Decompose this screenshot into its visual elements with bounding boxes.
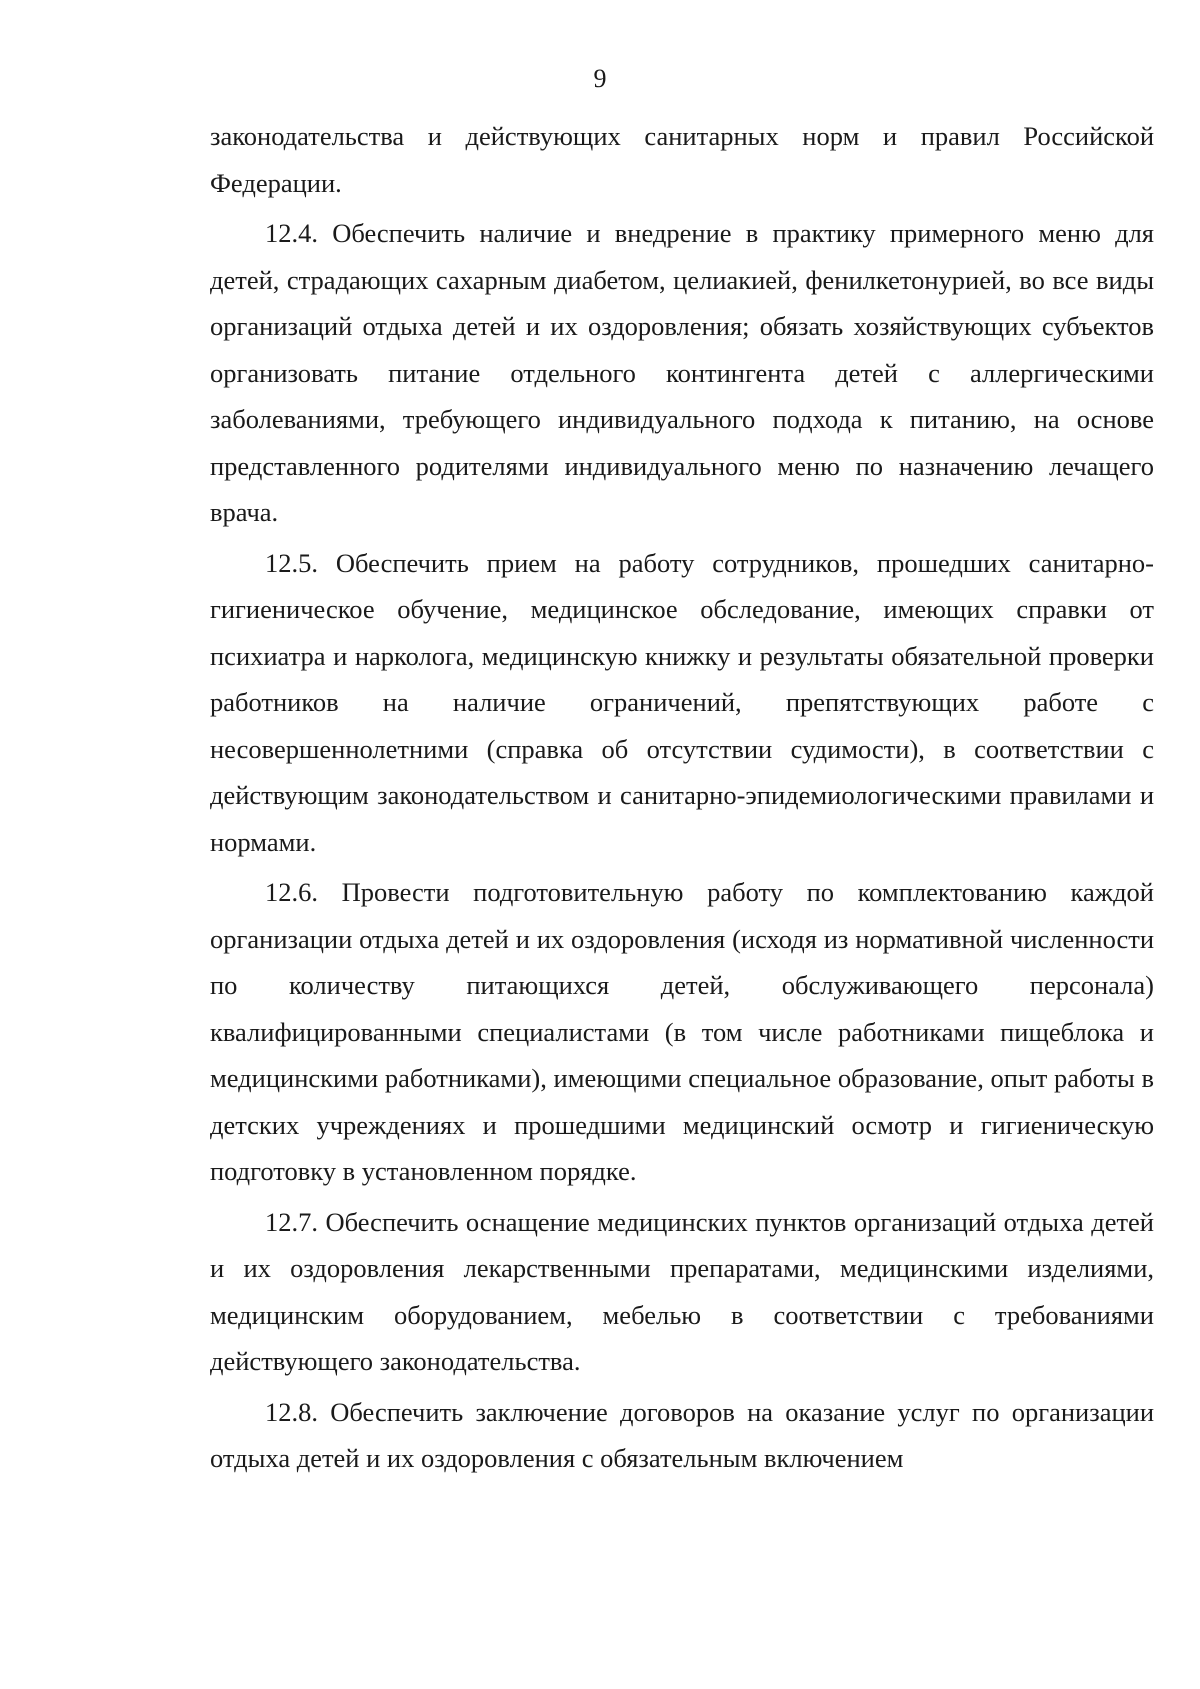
paragraph-continuation: законодательства и действующих санитарных норм и правил Российской Федерации. — [210, 121, 1154, 198]
paragraph-12-8: 12.8. Обеспечить заключение договоров на оказание услуг по организации отдыха детей и их оздоровления с обязательным включением — [210, 1396, 1154, 1473]
paragraph-12-7: 12.7. Обеспечить оснащение медицинских пунктов организаций отдыха детей и их оздоровления лекарственными препаратами, медицинскими изделиями, медицинским оборудованием, мебелью в соответствии с требованиями действующего законодательства. — [210, 1206, 1154, 1376]
page-number: 9 — [593, 64, 607, 93]
paragraph-12-4: 12.4. Обеспечить наличие и внедрение в практику примерного меню для детей, страдающих сахарным диабетом, целиакией, фенилкетонурией, во все виды организаций отдыха детей и их оздоровления; обязать хозяйствующих субъектов организовать питание отдельного контингента детей с аллергическими заболеваниями, требующего индивидуального подхода к питанию, на основе представленного родителями индивидуального меню по назначению лечащего врача. — [210, 218, 1154, 527]
paragraph-12-5: 12.5. Обеспечить прием на работу сотрудников, прошедших санитарно-гигиеническое обучение, медицинское обследование, имеющих справки от психиатра и нарколога, медицинскую книжку и результаты обязательной проверки работников на наличие ограничений, препятствующих работе с несовершеннолетними (справка об отсутствии судимости), в соответствии с действующим законодательством и санитарно-эпидемиологическими правилами и нормами. — [210, 547, 1154, 857]
paragraph-12-6: 12.6. Провести подготовительную работу по комплектованию каждой организации отдыха детей и их оздоровления (исходя из нормативной численности по количеству питающихся детей, обслуживающего персонала) квалифицированными специалистами (в том числе работниками пищеблока и медицинскими работниками), имеющими специальное образование, опыт работы в детских учреждениях и прошедшими медицинский осмотр и гигиеническую подготовку в установленном порядке. — [210, 877, 1154, 1186]
document-body — [210, 113, 1154, 1486]
